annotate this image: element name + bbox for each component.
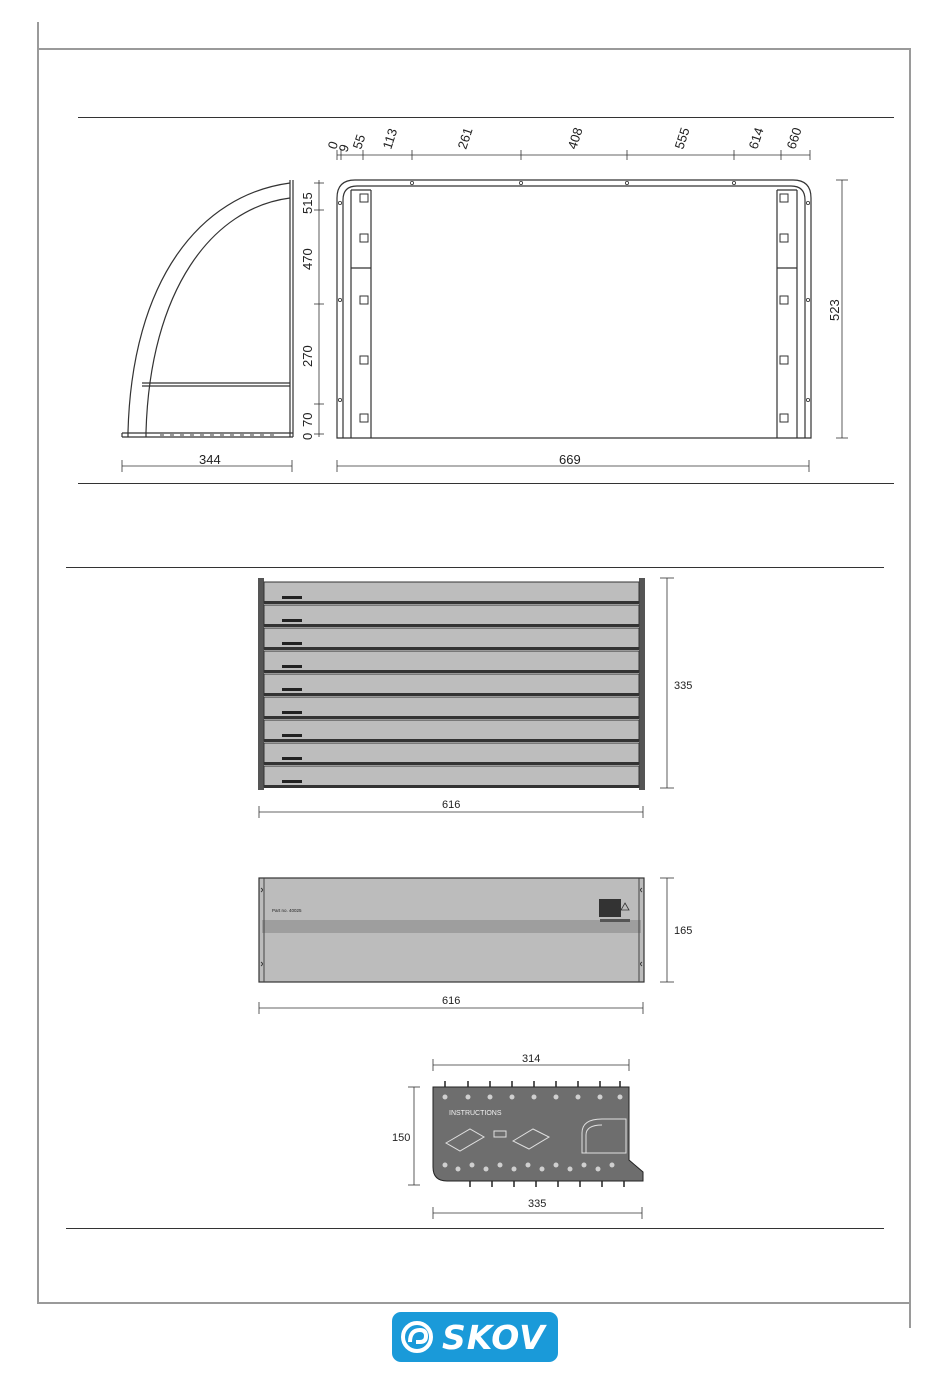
front-position-label: 555: [671, 125, 693, 151]
louvre-panel-drawing: [0, 570, 950, 830]
cover-height-dimension: [660, 878, 674, 982]
instruction-top-width-label: 314: [522, 1053, 541, 1065]
louvre-height-dimension: [660, 578, 674, 788]
skov-logo-text: SKOV: [442, 1317, 546, 1357]
instruction-sheet-title: INSTRUCTIONS: [449, 1110, 502, 1117]
page-frame-right-tail: [909, 1304, 911, 1328]
skov-logo-icon: [400, 1320, 434, 1354]
page-frame-bottom: [37, 1302, 911, 1304]
instruction-bottom-width-label: 335: [528, 1198, 547, 1210]
front-position-label: 261: [454, 125, 476, 151]
front-position-label: 9: [335, 142, 353, 154]
section-rule: [66, 567, 884, 568]
side-height-dimension: [314, 180, 324, 437]
side-width-label: 344: [199, 452, 221, 467]
front-position-label: 113: [379, 126, 401, 151]
side-height-label: 70: [300, 412, 315, 427]
front-height-label: 523: [827, 299, 842, 321]
front-position-label: 0: [324, 139, 342, 151]
front-view-holes: [338, 181, 809, 401]
instruction-sheet-drawing: [0, 1045, 950, 1225]
hood-front-view: [337, 180, 811, 438]
front-position-label: 55: [349, 132, 369, 151]
side-height-label: 515: [300, 192, 315, 214]
skov-logo: [392, 1312, 558, 1362]
side-height-label: 270: [300, 345, 315, 367]
section-rule: [66, 1228, 884, 1229]
instruction-height-label: 150: [392, 1132, 411, 1144]
cover-width-label: 616: [442, 995, 461, 1007]
hood-dimension-drawing: [0, 0, 950, 500]
front-width-label: 669: [559, 452, 581, 467]
front-position-dimension: [337, 150, 810, 160]
louvre-height-label: 335: [674, 680, 693, 692]
hood-side-view: [122, 180, 293, 437]
instruction-sheet: [433, 1081, 643, 1187]
cover-panel-drawing: [0, 870, 950, 1020]
louvre-slats: [264, 582, 639, 787]
front-position-label: 408: [564, 125, 586, 151]
louvre-panel: [258, 578, 645, 790]
front-view-clips: [360, 194, 788, 422]
cover-height-label: 165: [674, 925, 693, 937]
side-height-label: 0: [300, 432, 315, 440]
front-position-label: 614: [745, 125, 767, 151]
side-height-label: 470: [300, 248, 315, 270]
cover-panel: [259, 878, 644, 982]
louvre-width-label: 616: [442, 799, 461, 811]
front-position-label: 660: [783, 125, 805, 151]
cover-part-number: Part no. 40025: [272, 908, 302, 913]
